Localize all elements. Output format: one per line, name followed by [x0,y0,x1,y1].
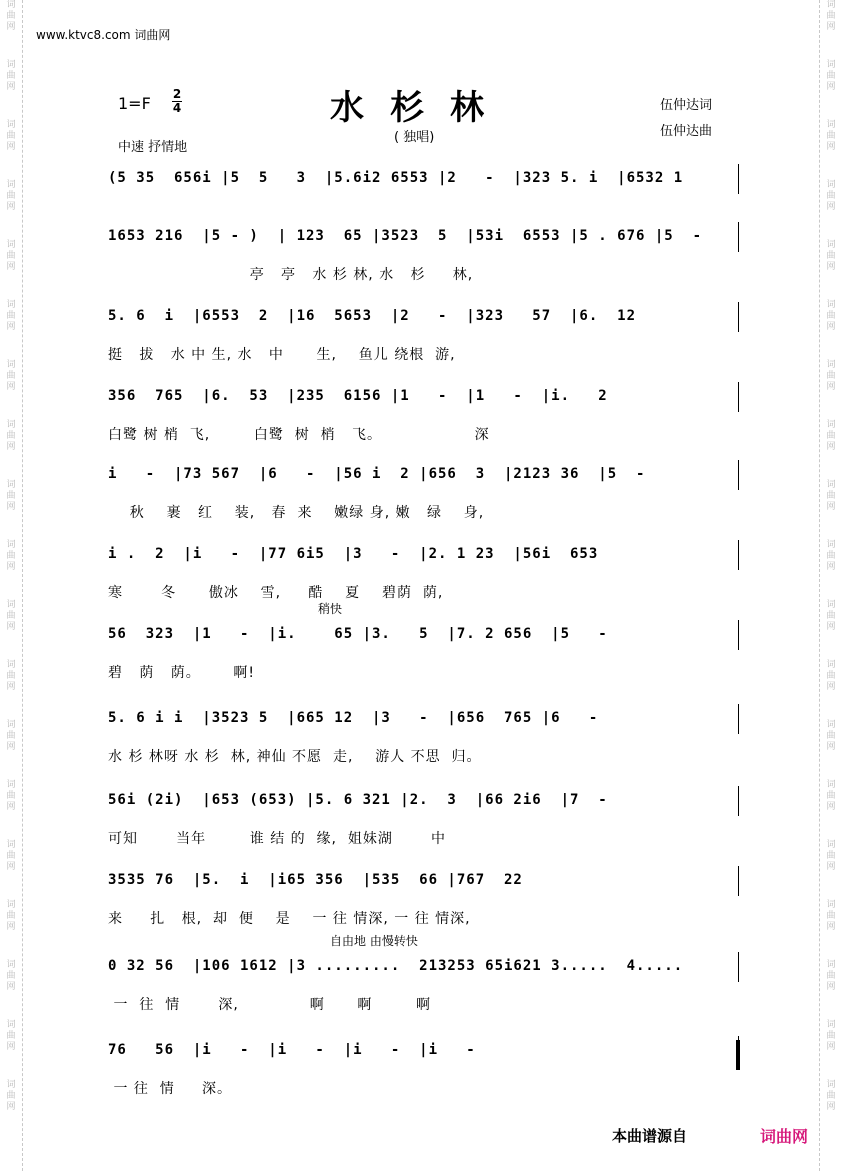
barline [738,382,739,412]
watermark-cell: 词 曲 网 [6,120,16,152]
barline [738,786,739,816]
watermark-cell: 词 曲 网 [6,900,16,932]
watermark-cell: 词 曲 网 [826,660,836,692]
watermark-cell: 词 曲 网 [826,300,836,332]
score-system [108,164,740,200]
score-system [108,786,740,822]
rubato-marking: 自由地 由慢转快 [330,934,418,948]
final-barline [736,1040,740,1070]
notation-line: 3535 76 |5. i |i65 356 |535 66 |767 22 [108,872,523,888]
watermark-cell: 词 曲 网 [826,780,836,812]
barline [738,164,739,194]
barline [738,952,739,982]
watermark-cell: 词 曲 网 [6,780,16,812]
notation-line: 0 32 56 |106 1612 |3 ......... 213253 65i621 3..... 4..... [108,958,684,974]
watermark-cell: 词 曲 网 [826,240,836,272]
watermark-cell: 词 曲 网 [6,180,16,212]
lyric-line: 碧 荫 荫。 啊! [108,665,256,681]
lyric-line: 可知 当年 谁 结 的 缘, 姐妹湖 中 [108,831,447,847]
score-system [108,866,740,902]
watermark-cell: 词 曲 网 [826,420,836,452]
score-system [108,704,740,740]
score-system [108,382,740,418]
watermark-cell: 词 曲 网 [6,540,16,572]
score-system [108,222,740,258]
lyric-line: 亭 亭 水 杉 林, 水 杉 林, [108,267,474,283]
watermark-cell: 词 曲 网 [6,0,16,32]
page-title: 水杉林 [330,88,510,128]
watermark-cell: 词 曲 网 [826,180,836,212]
barline [738,302,739,332]
watermark-cell: 词 曲 网 [6,480,16,512]
composer-credit: 伍仲达曲 [660,124,713,139]
notation-line: 1653 216 |5 - ) | 123 65 |3523 5 |53i 6553 |5 . 676 |5 - [108,228,703,244]
lyric-line: 一 往 情 深, 啊 啊 啊 [108,997,432,1013]
notation-line: 56i (2i) |653 (653) |5. 6 321 |2. 3 |66 2i6 |7 - [108,792,608,808]
lyric-line: 水 杉 林呀 水 杉 林, 神仙 不愿 走, 游人 不思 归。 [108,749,482,765]
watermark-cell: 词 曲 网 [826,720,836,752]
lyric-line: 寒 冬 傲冰 雪, 酷 夏 碧荫 荫, [108,585,444,601]
barline [738,620,739,650]
watermark-cell: 词 曲 网 [826,1080,836,1112]
notation-line: (5 35 656i |5 5 3 |5.6i2 6553 |2 - |323 5. i |6532 1 [108,170,684,186]
watermark-cell: 词 曲 网 [826,120,836,152]
watermark-cell: 词 曲 网 [6,60,16,92]
source-label: 本曲谱源自 [612,1127,688,1145]
barline [738,704,739,734]
notation-line: i - |73 567 |6 - |56 i 2 |656 3 |2123 36 |5 - [108,466,646,482]
notation-line: 5. 6 i |6553 2 |16 5653 |2 - |323 57 |6. 12 [108,308,637,324]
notation-line: 56 323 |1 - |i. 65 |3. 5 |7. 2 656 |5 - [108,626,608,642]
key-signature: 1=F [118,94,151,113]
watermark-cell: 词 曲 网 [826,900,836,932]
subtitle: ( 独唱) [394,130,435,145]
score-system [108,460,740,496]
watermark-cell: 词 曲 网 [826,360,836,392]
time-signature [172,88,182,115]
time-top: 2 [172,87,182,101]
barline [738,460,739,490]
watermark-cell: 词 曲 网 [826,540,836,572]
watermark-cell: 词 曲 网 [6,1080,16,1112]
watermark-cell: 词 曲 网 [826,1020,836,1052]
lyric-line: 一 往 情 深。 [108,1081,233,1097]
notation-line: 356 765 |6. 53 |235 6156 |1 - |1 - |i. 2 [108,388,608,404]
watermark-cell: 词 曲 网 [6,960,16,992]
watermark-cell: 词 曲 网 [6,420,16,452]
watermark-cell: 词 曲 网 [826,60,836,92]
left-watermark-strip [0,0,23,1171]
watermark-cell: 词 曲 网 [6,1020,16,1052]
notation-line: 5. 6 i i |3523 5 |665 12 |3 - |656 765 |6 - [108,710,599,726]
barline [738,866,739,896]
score-system [108,540,740,576]
watermark-cell: 词 曲 网 [6,840,16,872]
watermark-cell: 词 曲 网 [6,720,16,752]
score-system [108,620,740,656]
tempo-marking: 中速 抒情地 [118,140,188,155]
score-system [108,1036,740,1072]
watermark-cell: 词 曲 网 [6,660,16,692]
watermark-cell: 词 曲 网 [826,0,836,32]
right-watermark-strip [819,0,842,1171]
barline [738,540,739,570]
watermark-cell: 词 曲 网 [826,960,836,992]
watermark-cell: 词 曲 网 [6,240,16,272]
watermark-cell: 词 曲 网 [826,600,836,632]
notation-line: 76 56 |i - |i - |i - |i - [108,1042,476,1058]
watermark-cell: 词 曲 网 [6,300,16,332]
watermark-cell: 词 曲 网 [6,360,16,392]
barline [738,222,739,252]
source-brand[interactable]: 词曲网 [760,1127,809,1146]
watermark-cell: 词 曲 网 [6,600,16,632]
watermark-cell: 词 曲 网 [826,840,836,872]
lyric-line: 白鹭 树 梢 飞, 白鹭 树 梢 飞。 深 [108,427,490,443]
watermark-cell: 词 曲 网 [826,480,836,512]
site-url[interactable]: www.ktvc8.com 词曲网 [36,28,171,42]
lyric-line: 秋 裹 红 装, 春 来 嫩绿 身, 嫩 绿 身, [108,505,485,521]
lyric-line: 挺 拔 水 中 生, 水 中 生, 鱼儿 绕根 游, [108,347,456,363]
notation-line: i . 2 |i - |77 6i5 |3 - |2. 1 23 |56i 653 [108,546,599,562]
time-bottom: 4 [172,101,182,115]
faster-marking: 稍快 [318,602,343,616]
score-system [108,952,740,988]
lyric-line: 来 扎 根, 却 便 是 一 往 情深, 一 往 情深, [108,911,471,927]
score-system [108,302,740,338]
lyricist-credit: 伍仲达词 [660,98,713,113]
